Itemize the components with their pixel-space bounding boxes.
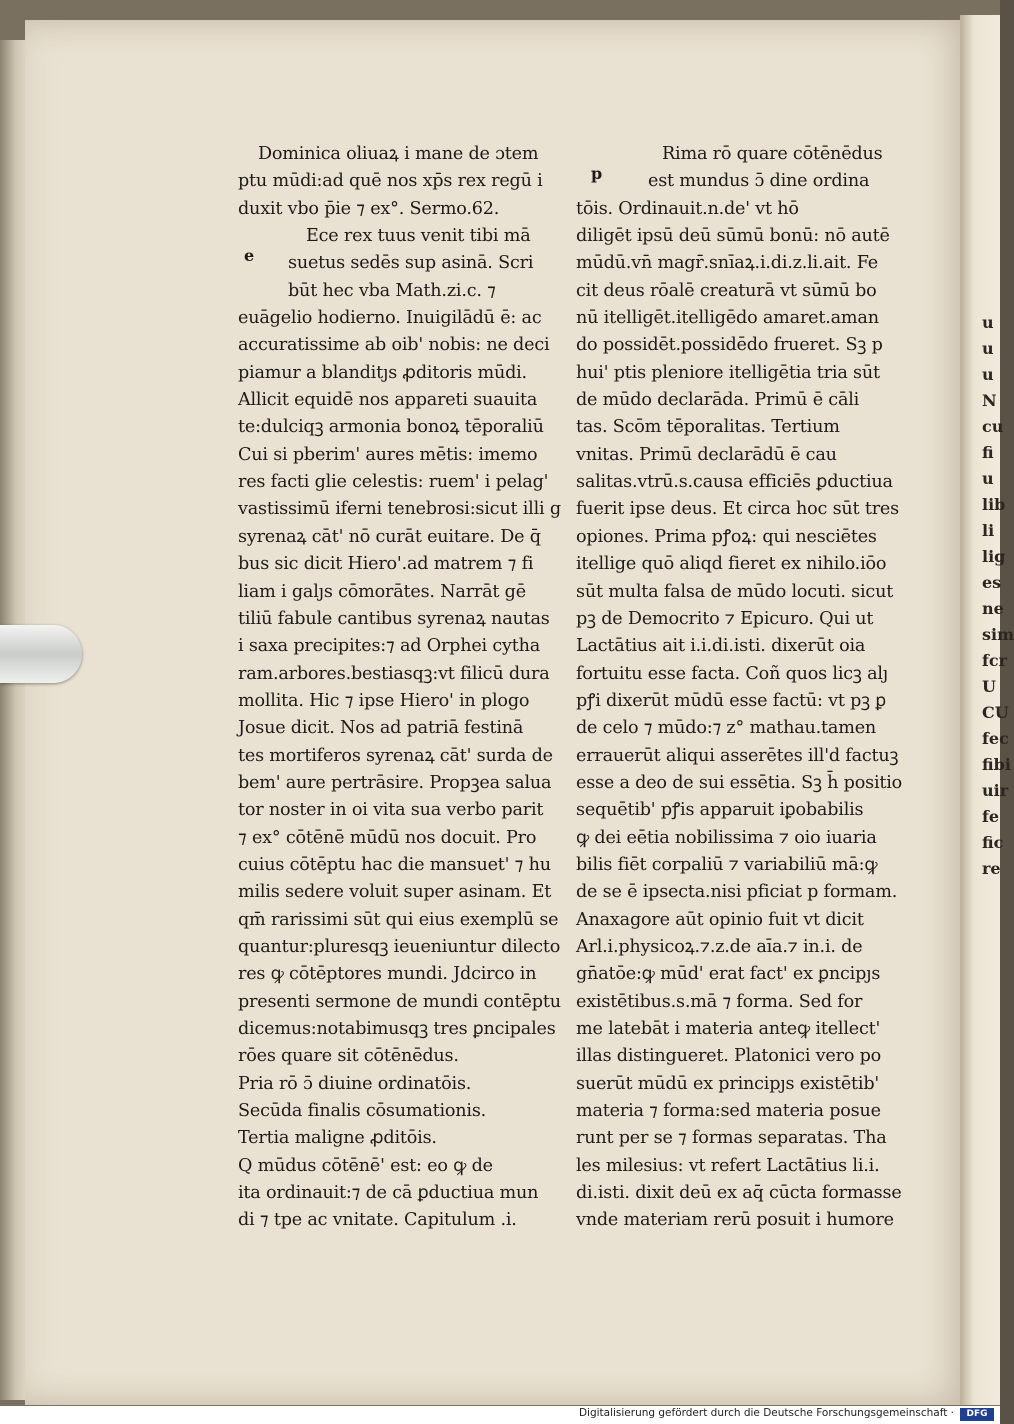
left-column-line: syrenaꝝ cāt' nō curāt euitare. De q̄ — [238, 526, 541, 547]
left-column-line: rōes quare sit cōtēnēdus. — [238, 1046, 459, 1067]
left-column-line: Pria rō ɔ̄ diuine ordinatōis. — [238, 1073, 472, 1094]
right-column-line: Arl.i.physicoꝝ.⁊.z.de aīa.⁊ in.i. de — [576, 936, 863, 957]
right-column-line: illas distingueret. Platonici vero po — [576, 1046, 882, 1067]
left-column-line: būt hec vba Math.zi.c. ⁊ — [288, 280, 496, 301]
left-column-line: res ꝙ cōtēptores mundi. Jdcirco in — [238, 964, 537, 985]
left-column-line: vastissimū iferni tenebrosi:sicut illi g — [238, 499, 561, 520]
right-column-line: de se ē ipsecta.nisi pficiat p formam. — [576, 882, 898, 903]
right-column-line: cit deus rōalē creaturā vt sūmū bo — [576, 280, 877, 301]
left-column-line: ptu mūdi:ad quē nos xp̄s rex regū i — [238, 171, 543, 192]
left-column-line: bem' aure pertrāsire. Propꝫea salua — [238, 772, 552, 793]
footer-credit: Digitalisierung gefördert durch die Deutsche Forschungsgemeinschaft · — [578, 1407, 954, 1419]
left-column-line: tes mortiferos syrenaꝝ cāt' surda de — [238, 745, 553, 766]
left-column-line: mollita. Hic ⁊ ipse Hiero' in plogo — [238, 690, 530, 711]
right-column-line: salitas.vtrū.s.causa efficiēs ꝑductiua — [576, 472, 893, 493]
left-column-line: euāgelio hodierno. Inuigilādū ē: ac — [238, 308, 542, 329]
right-column-line: fuerit ipse deus. Et circa hoc sūt tres — [576, 499, 899, 520]
right-column-line: sequētib' pꝭis apparuit iꝑobabilis — [576, 800, 864, 821]
right-column-line: diligēt ipsū deū sūmū bonū: nō autē — [576, 226, 890, 247]
left-initial-letter: e — [244, 246, 255, 265]
facing-page-fragments: u u u N cu fi u lib li lig es ne sim fcr U CU fec fibi uir fe fic re — [982, 313, 1014, 878]
right-column-line: Lactātius ait i.i.di.isti. dixerūt oia — [576, 636, 866, 657]
left-column-line: quantur:pluresqꝫ ieueniuntur dilecto — [238, 936, 561, 957]
left-column-line: dicemus:notabimusqꝫ tres ꝑncipales — [238, 1019, 556, 1039]
right-column-line: di.isti. dixit deū ex aq̄ cūcta formasse — [576, 1183, 902, 1204]
right-column-line: bilis fiēt corpaliū ⁊ variabiliū mā:ꝙ — [576, 854, 878, 875]
left-column-line: suetus sedēs sup asinā. Scri — [288, 253, 534, 274]
right-column-line: fortuitu esse facta. Coñ quos licꝫ alȷ — [576, 663, 889, 684]
right-column-line: gn̄atōe:ꝙ mūd' erat fact' ex ꝑncipȷs — [576, 964, 881, 985]
left-column-line: tiliū fabule cantibus syrenaꝝ nautas — [238, 608, 550, 629]
left-column-line: ram.arbores.bestiasqꝫ:vt filicū dura — [238, 663, 550, 684]
right-column-line: ꝙ dei eētia nobilissima ⁊ oio iuaria — [576, 827, 877, 848]
left-text-column — [238, 141, 561, 1235]
left-column-line: Q mūdus cōtēnē' est: eo ꝙ de — [238, 1155, 493, 1176]
right-column-line: me latebāt i materia anteꝙ itellect' — [576, 1019, 881, 1039]
right-column-line: tōis. Ordinauit.n.de' vt hō — [576, 198, 799, 219]
left-column-line: Secūda finalis cōsumationis. — [238, 1101, 487, 1122]
left-column-line: accuratissime ab oib' nobis: ne deci — [238, 335, 550, 356]
left-column-line: Dominica oliuaꝝ i mane de ɔtem — [258, 144, 539, 164]
right-column-line: pꝫ de Democrito ⁊ Epicuro. Qui ut — [576, 608, 874, 629]
left-column-line: di ⁊ tpe ac vnitate. Capitulum .i. — [238, 1210, 517, 1231]
dfg-logo: DFG — [960, 1408, 994, 1421]
left-column-line: liam i galȷs cōmorātes. Narrāt gē — [238, 581, 526, 602]
right-column-line: Rima rō quare cōtēnēdus — [662, 144, 883, 164]
right-column-line: vnitas. Primū declarādū ē cau — [576, 444, 837, 465]
left-column-line: Tertia maligne ꝓditōis. — [238, 1128, 437, 1149]
page-clip — [0, 625, 82, 683]
right-initial-letter: p — [591, 164, 603, 183]
left-column-line: milis sedere voluit super asinam. Et — [238, 882, 552, 903]
right-column-line: nū itelligēt.itelligēdo amaret.aman — [576, 308, 879, 329]
left-column-line: Allicit equidē nos appareti suauita — [238, 390, 538, 411]
right-column-line: de celo ⁊ mūdo:⁊ z° mathau.tamen — [576, 718, 877, 739]
right-column-line: sūt multa falsa de mūdo locuti. sicut — [576, 581, 894, 602]
left-column-line: duxit vbo p̄ie ⁊ ex°. Sermo.62. — [238, 198, 500, 219]
right-column-line: pꝭi dixerūt mūdū esse factū: vt pꝫ ꝑ — [576, 690, 886, 711]
left-column-line: ita ordinauit:⁊ de cā ꝑductiua mun — [238, 1183, 539, 1204]
right-column-line: Anaxagore aūt opinio fuit vt dicit — [576, 909, 864, 930]
right-column-line: est mundus ɔ̄ dine ordina — [648, 171, 870, 192]
left-column-line: bus sic dicit Hiero'.ad matrem ⁊ fi — [238, 554, 534, 575]
left-column-line: Ece rex tuus venit tibi mā — [306, 226, 531, 247]
right-column-line: les milesius: vt refert Lactātius li.i. — [576, 1155, 880, 1176]
right-column-line: errauerūt aliqui asserētes ill'd factuꝫ — [576, 745, 899, 766]
right-column-line: do possidēt.possidēdo frueret. Sꝫ p — [576, 335, 883, 356]
right-column-line: mūdū.vn̄ magr̄.snīaꝝ.i.di.z.li.ait. Fe — [576, 253, 878, 274]
right-text-column — [576, 141, 903, 1235]
left-column-line: cuius cōtēptu hac die mansuet' ⁊ hu — [238, 854, 551, 875]
right-column-line: tas. Scōm tēporalitas. Tertium — [576, 417, 840, 438]
right-column-line: materia ⁊ forma:sed materia posue — [576, 1101, 881, 1122]
right-column-line: opiones. Prima pꝭoꝝ: qui nesciētes — [576, 526, 877, 547]
left-column-line: tor noster in oi vita sua verbo parit — [238, 800, 544, 821]
right-column-line: hui' ptis pleniore itelligētia tria sūt — [576, 362, 880, 383]
left-column-line: Cui si pberim' aures mētis: imemo — [238, 444, 538, 465]
right-column-line: vnde materiam rerū posuit i humore — [576, 1210, 894, 1231]
left-column-line: presenti sermone de mundi contēptu — [238, 991, 561, 1012]
left-column-line: qm̄ rarissimi sūt qui eius exemplū se — [238, 909, 559, 930]
right-column-line: de mūdo declarāda. Primū ē cāli — [576, 390, 860, 411]
right-column-line: existētibus.s.mā ⁊ forma. Sed for — [576, 991, 863, 1012]
left-column-line: Josue dicit. Nos ad patriā festinā — [238, 718, 524, 739]
left-column-line: piamur a blanditȷs ꝓditoris mūdi. — [238, 362, 527, 383]
left-column-line: ⁊ ex° cōtēnē mūdū nos docuit. Pro — [238, 827, 537, 848]
right-column-line: esse a deo de sui essētia. Sꝫ h̄ positio — [576, 772, 903, 793]
footer-bar — [0, 1406, 1000, 1424]
left-column-line: i saxa precipites:⁊ ad Orphei cytha — [238, 636, 541, 657]
left-column-line: res facti glie celestis: ruem' i pelag' — [238, 472, 549, 493]
right-column-line: itellige quō aliqd fieret ex nihilo.iōo — [576, 554, 887, 575]
right-column-line: suerūt mūdū ex principȷs existētib' — [576, 1073, 880, 1094]
right-column-line: runt per se ⁊ formas separatas. Tha — [576, 1128, 887, 1149]
left-column-line: te:dulciqꝫ armonia bonoꝝ tēporaliū — [238, 417, 544, 438]
